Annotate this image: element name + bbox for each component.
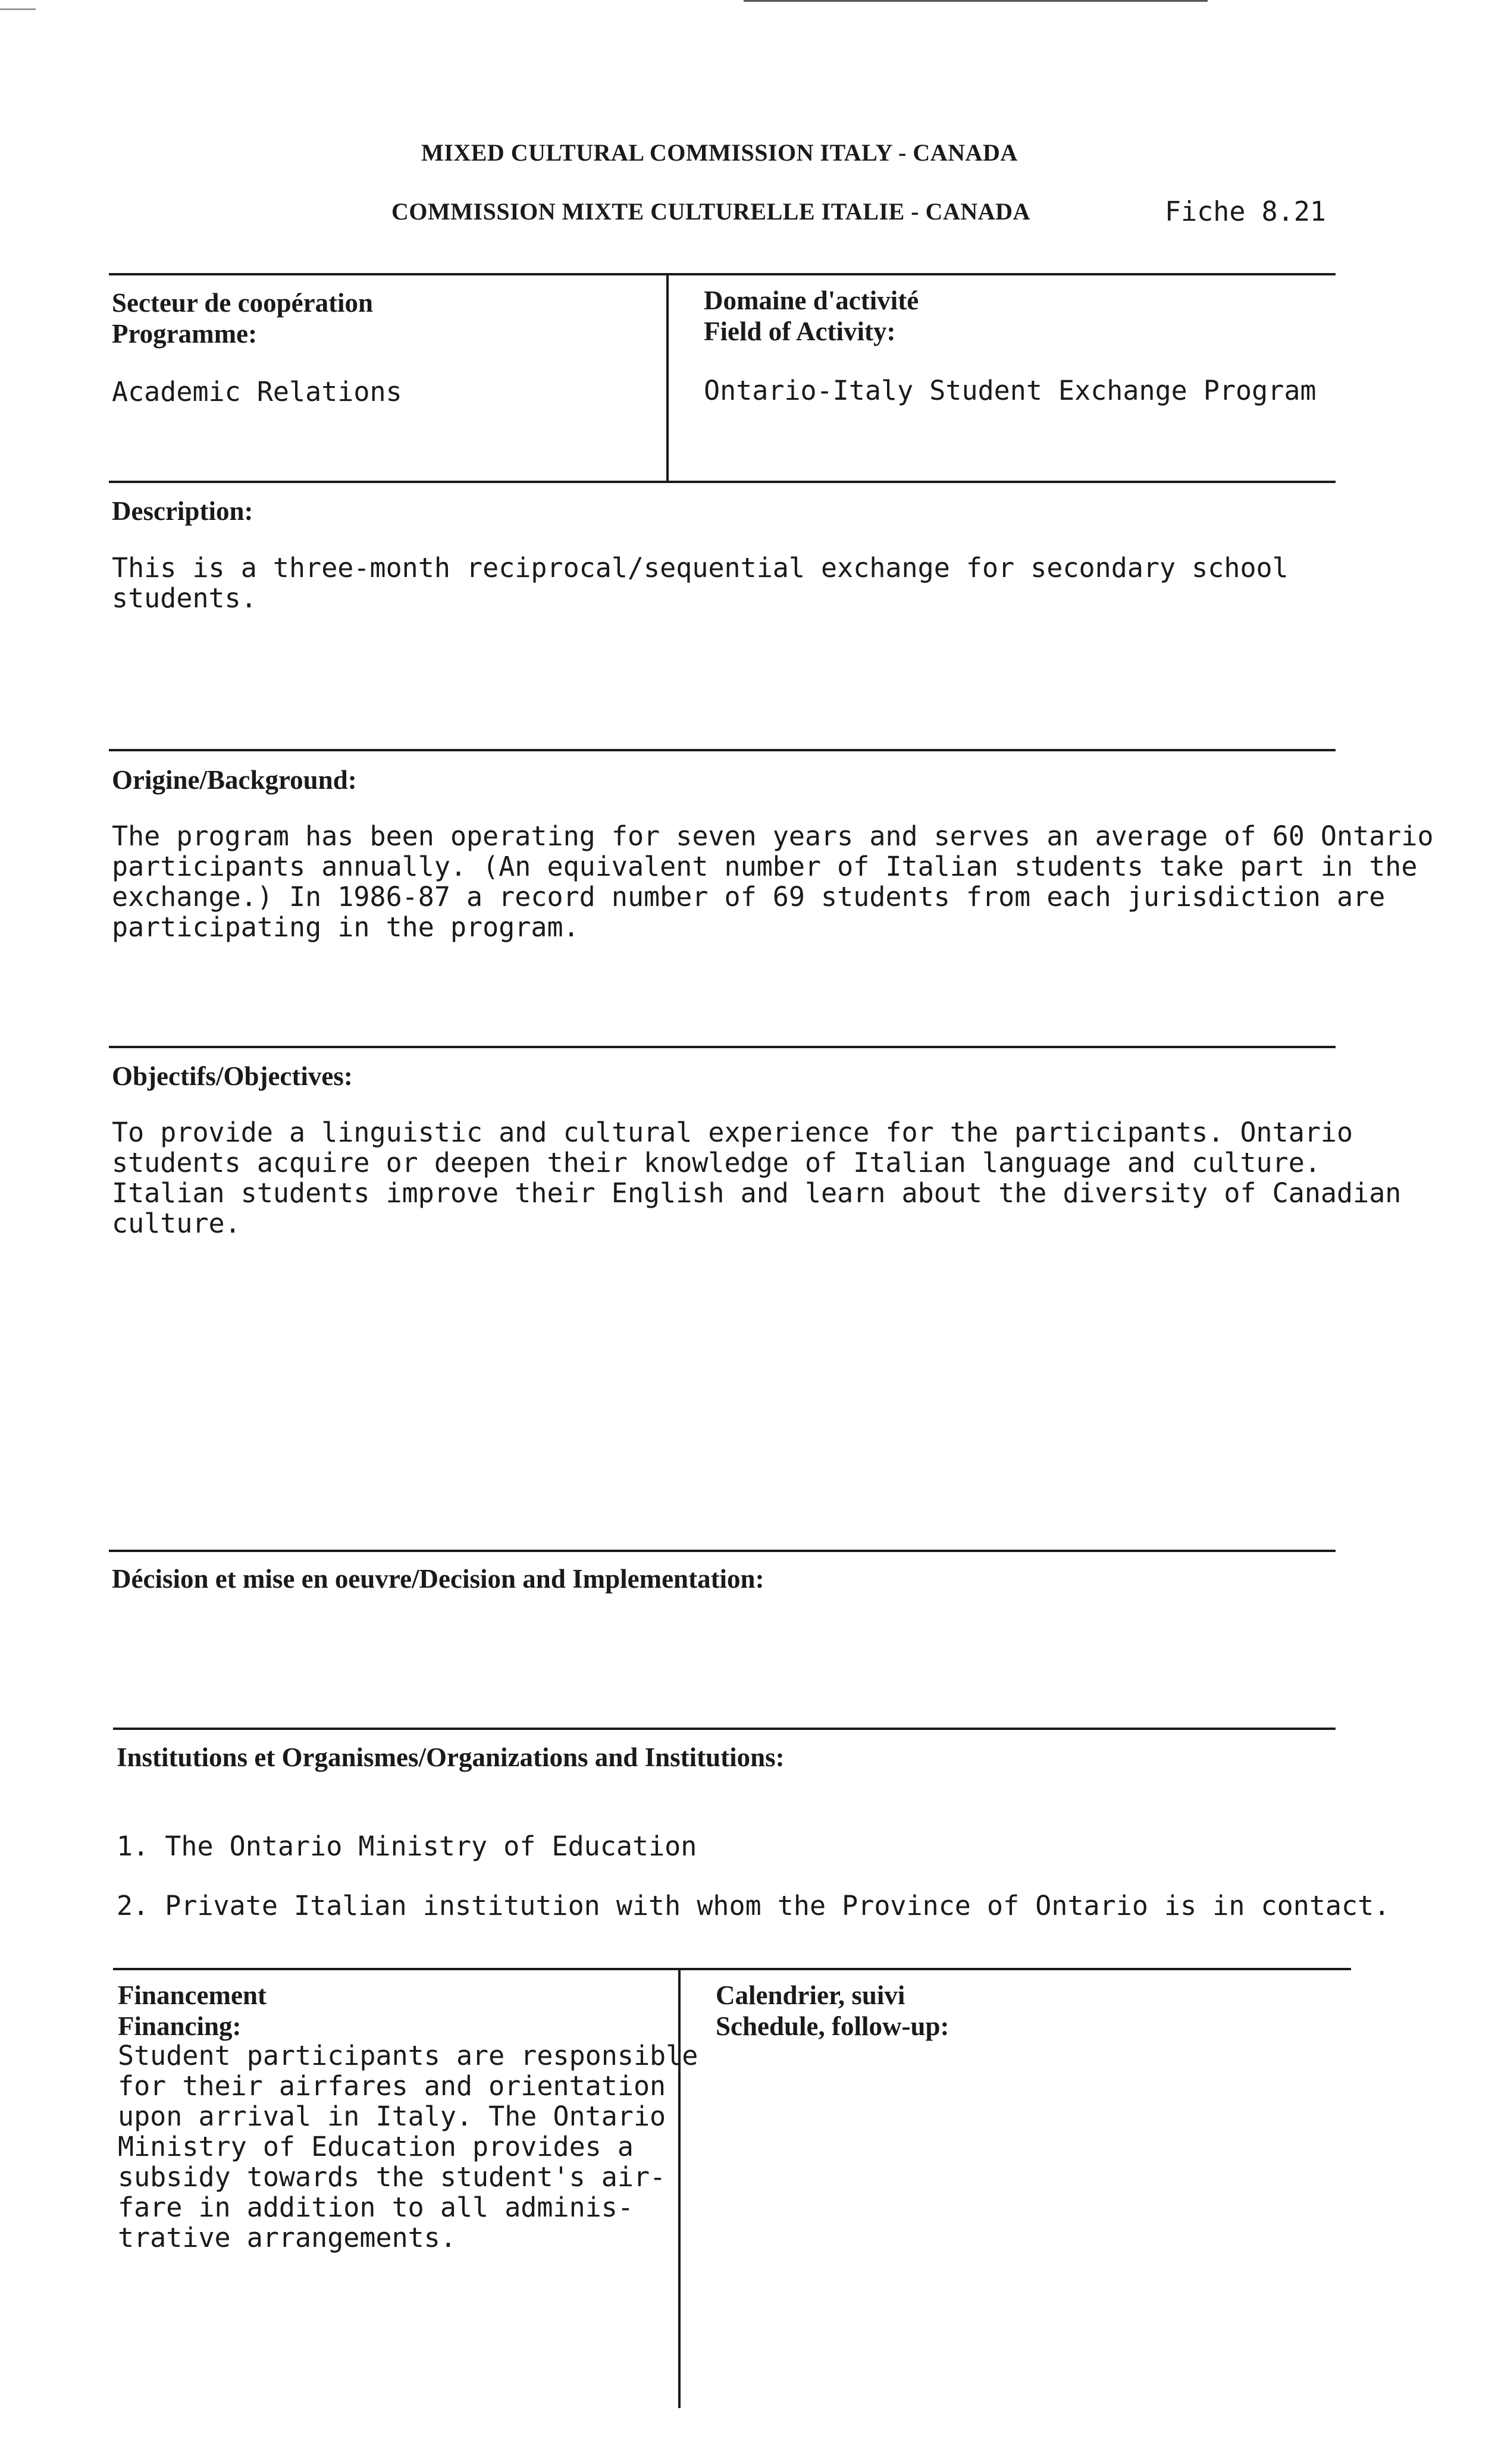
divider-objectives bbox=[109, 1046, 1336, 1048]
title-fr: COMMISSION MIXTE CULTURELLE ITALIE - CANADA bbox=[391, 198, 1030, 225]
background-heading: Origine/Background: bbox=[112, 765, 357, 795]
background-text: The program has been operating for seven years and serves an average of 60 Ontario participants annually. (An equivalent number of Italian students take part in the exchange.) In 1986-87 a record number of 69 students from each jurisdiction are participating in the program. bbox=[112, 820, 1434, 943]
scan-edge-mark bbox=[0, 8, 36, 10]
bottom-table-border bbox=[113, 1968, 1351, 1970]
financing-text: Student participants are responsible for their airfares and orientation upon arrival in Italy. The Ontario Ministry of Education provides a subsidy towards the student's air- fare in addition to all adminis- trative arrangements. bbox=[118, 2040, 698, 2253]
financing-label-line2: Financing: bbox=[118, 2011, 242, 2041]
domain-value: Ontario-Italy Student Exchange Program bbox=[704, 375, 1317, 406]
domain-label bbox=[704, 285, 919, 347]
domain-label-line1: Domaine d'activité bbox=[704, 286, 919, 315]
sector-label-line2: Programme: bbox=[112, 319, 258, 349]
scan-edge-line bbox=[744, 0, 1208, 2]
institution-item-1: 1. The Ontario Ministry of Education bbox=[117, 1830, 697, 1862]
description-heading: Description: bbox=[112, 496, 253, 526]
sector-label bbox=[112, 287, 373, 349]
top-table-border bbox=[109, 273, 1336, 275]
description-text: This is a three-month reciprocal/sequential exchange for secondary school students. bbox=[112, 552, 1289, 614]
divider-background bbox=[109, 749, 1336, 751]
sector-value: Academic Relations bbox=[112, 376, 402, 407]
institution-item-2: 2. Private Italian institution with whom the Province of Ontario is in contact. bbox=[117, 1890, 1390, 1921]
objectives-text: To provide a linguistic and cultural experience for the participants. Ontario students acquire or deepen their knowledge of Italian language and culture. Italian students improve their English and learn about the diversity of Canadian culture. bbox=[112, 1117, 1402, 1239]
top-table-divider bbox=[666, 273, 669, 481]
institutions-heading: Institutions et Organismes/Organizations and Institutions: bbox=[117, 1742, 785, 1772]
objectives-heading: Objectifs/Objectives: bbox=[112, 1061, 353, 1091]
sector-label-line1: Secteur de coopération bbox=[112, 288, 374, 318]
schedule-label-line2: Schedule, follow-up: bbox=[716, 2011, 949, 2041]
divider-decision bbox=[109, 1550, 1336, 1552]
financing-label-line1: Financement bbox=[118, 1980, 267, 2010]
domain-label-line2: Field of Activity: bbox=[704, 316, 896, 346]
schedule-label bbox=[716, 1980, 949, 2042]
decision-heading: Décision et mise en oeuvre/Decision and Implementation: bbox=[112, 1564, 764, 1594]
financing-label bbox=[118, 1980, 267, 2042]
divider-description bbox=[109, 481, 1336, 483]
divider-institutions bbox=[113, 1728, 1336, 1730]
schedule-label-line1: Calendrier, suivi bbox=[716, 1980, 905, 2010]
title-en: MIXED CULTURAL COMMISSION ITALY - CANADA bbox=[421, 139, 1018, 166]
fiche-number: Fiche 8.21 bbox=[1165, 196, 1326, 227]
